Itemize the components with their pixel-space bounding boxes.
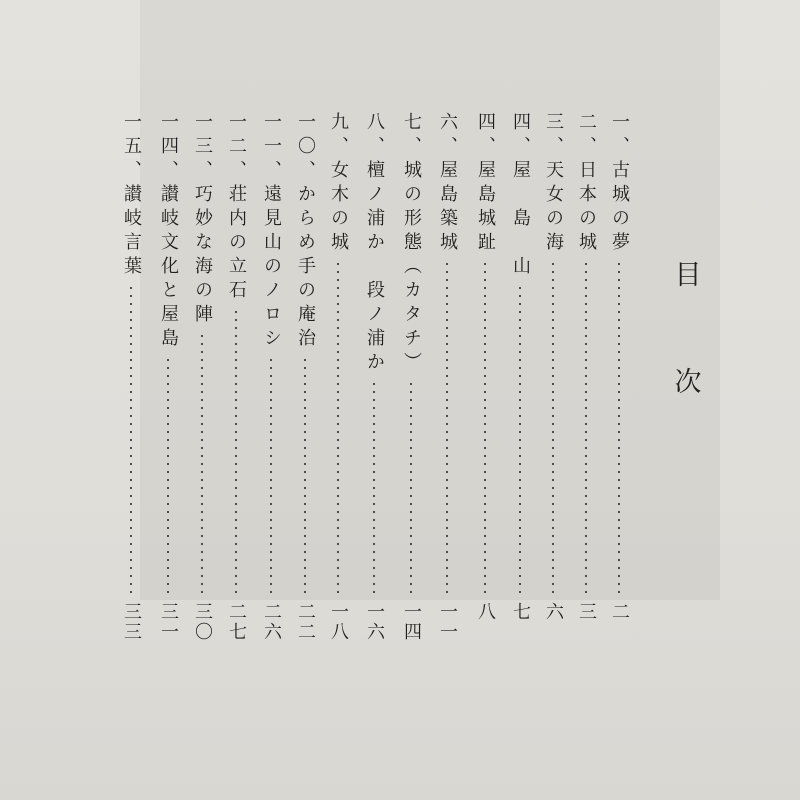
toc-page-number: 二二 [295, 602, 316, 642]
toc-page-number: 三 [576, 602, 597, 622]
toc-entry [186, 112, 218, 652]
toc-entry [358, 112, 390, 652]
toc-page-number: 三〇 [192, 602, 213, 642]
toc-entry [570, 112, 602, 652]
toc-number: 八、 [364, 112, 385, 160]
toc-number: 二、 [576, 112, 597, 160]
toc-leader-dots [484, 260, 486, 598]
toc-page-number: 一四 [401, 602, 422, 642]
toc-entry [255, 112, 287, 652]
toc-title: 檀ノ浦か 段ノ浦か [364, 160, 385, 376]
title-char-2: 次 [674, 367, 702, 398]
toc-page-number: 一六 [364, 602, 385, 642]
toc-entry [322, 112, 354, 652]
toc-page-number: 一八 [328, 602, 349, 642]
toc-leader-dots [585, 260, 587, 598]
toc-leader-dots [337, 260, 339, 598]
toc-number: 一五、 [121, 112, 142, 184]
toc-page-number: 一一 [437, 602, 458, 642]
toc-leader-dots [270, 356, 272, 598]
toc-entry [603, 112, 635, 652]
toc-page-number: 二 [609, 602, 630, 622]
toc-leader-dots [446, 260, 448, 598]
toc-page-number: 七 [510, 602, 531, 622]
title-char-1: 目 [674, 260, 702, 291]
toc-page-number: 三一 [158, 602, 179, 642]
toc-title: 屋 島 山 [510, 160, 531, 280]
toc-entry [220, 112, 252, 652]
toc-page-number: 八 [475, 602, 496, 622]
toc-leader-dots [373, 380, 375, 598]
toc-number: 九、 [328, 112, 349, 160]
toc-leader-dots [167, 356, 169, 598]
toc-number: 一、 [609, 112, 630, 160]
toc-title: 城の形態（カタチ） [401, 160, 422, 376]
toc-number: 一四、 [158, 112, 179, 184]
toc-title: 荘内の立石 [226, 184, 247, 304]
toc-page-number: 二六 [261, 602, 282, 642]
toc-leader-dots [201, 332, 203, 598]
toc-title: 遠見山のノロシ [261, 184, 282, 352]
toc-number: 七、 [401, 112, 422, 160]
toc-leader-dots [519, 284, 521, 598]
toc-title: 巧妙な海の陣 [192, 184, 213, 328]
toc-leader-dots [552, 260, 554, 598]
toc-title: 讃岐文化と屋島 [158, 184, 179, 352]
toc-title: 女木の城 [328, 160, 349, 256]
toc-leader-dots [130, 284, 132, 598]
toc-entry [504, 112, 536, 652]
toc-number: 一三、 [192, 112, 213, 184]
toc-title: 古城の夢 [609, 160, 630, 256]
toc-number: 四、 [510, 112, 531, 160]
toc-title: からめ手の庵治 [295, 184, 316, 352]
toc-number: 一一、 [261, 112, 282, 184]
toc-page-number: 六 [543, 602, 564, 622]
toc-entry [431, 112, 463, 652]
toc-entry [395, 112, 427, 652]
toc-leader-dots [410, 380, 412, 598]
toc-title: 讃岐言葉 [121, 184, 142, 280]
toc-title: 屋島築城 [437, 160, 458, 256]
toc-entry [469, 112, 501, 652]
toc-number: 四、 [475, 112, 496, 160]
toc-entry [289, 112, 321, 652]
toc-leader-dots [618, 260, 620, 598]
toc-title: 天女の海 [543, 160, 564, 256]
toc-number: 一〇、 [295, 112, 316, 184]
toc-title: 屋島城趾 [475, 160, 496, 256]
toc-leader-dots [235, 308, 237, 598]
toc-page-number: 三三 [121, 602, 142, 642]
page-title [668, 262, 708, 396]
toc-page-number: 二七 [226, 602, 247, 642]
toc-entry [115, 112, 147, 652]
toc-entry [537, 112, 569, 652]
toc-number: 三、 [543, 112, 564, 160]
toc-title: 日本の城 [576, 160, 597, 256]
toc-entry [152, 112, 184, 652]
toc-number: 一二、 [226, 112, 247, 184]
toc-number: 六、 [437, 112, 458, 160]
toc-leader-dots [304, 356, 306, 598]
